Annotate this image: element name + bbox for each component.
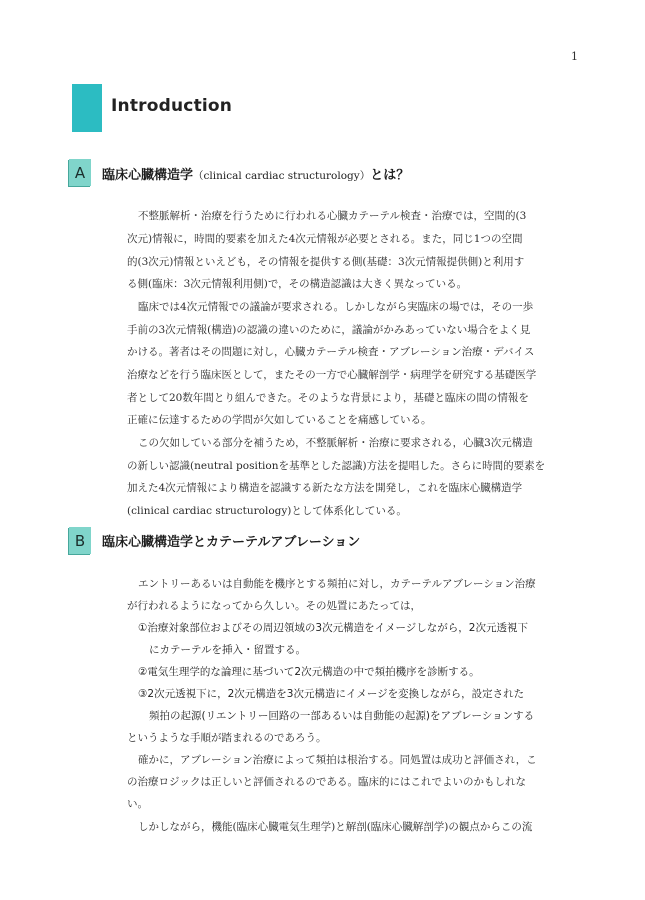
intro-accent-bar [72,84,102,132]
paragraph-line: 正確に伝達するための学問が欠如していることを痛感している。 [127,414,432,426]
list-item-continuation: 頻拍の起源(リエントリー回路の一部あるいは自動能の起源)をアブレーションする [149,710,535,722]
paragraph-line: この欠如している部分を補うため，不整脈解析・治療に要求される，心臓3次元構造 [138,437,533,449]
section-a-heading-tail: とは？ [370,168,410,183]
paragraph-line: が行われるようになってから久しい。その処置にあたっては， [127,600,421,612]
paragraph-line: 者として20数年間とり組んできた。そのような背景により，基礎と臨床の間の情報を [127,392,529,404]
paragraph-line: 確かに，アブレーション治療によって頻拍は根治する。同処置は成功と評価され，こ [138,754,537,766]
list-item: ①治療対象部位およびその周辺領域の3次元構造をイメージしながら，2次元透視下 [138,622,528,634]
section-b-marker: B [69,527,91,554]
paragraph-line: の治療ロジックは正しいと評価されるのである。臨床的にはこれでよいのかもしれな [127,776,526,788]
section-a-marker: A [69,159,91,186]
paragraph-line: エントリーあるいは自動能を機序とする頻拍に対し，カテーテルアブレーション治療 [138,578,536,590]
section-b-heading: 臨床心臓構造学とカテーテルアブレーション [102,535,361,550]
page-title: Introduction [111,96,233,116]
list-item: ②電気生理学的な論理に基づいて2次元構造の中で頻拍機序を診断する。 [138,666,480,678]
paragraph-line: 臨床では4次元情報での議論が要求される。しかしながら実臨床の場では，その一歩 [138,301,534,313]
page-number: 1 [571,50,578,63]
paragraph-line: (clinical cardiac structurology)として体系化している。 [127,505,407,517]
paragraph-line: しかしながら，機能(臨床心臓電気生理学)と解剖(臨床心臓解剖学)の観点からこの流 [138,821,533,833]
paragraph-line: かける。著者はその問題に対し，心臓カテーテル検査・アブレーション治療・デバイス [127,346,535,358]
section-a-heading-main: 臨床心臓構造学 [102,168,194,183]
paragraph-line: 不整脈解析・治療を行うために行われる心臓カテーテル検査・治療では，空間的(3 [138,210,527,222]
list-item-continuation: にカテーテルを挿入・留置する。 [149,644,306,656]
section-a-heading-paren: （clinical cardiac structurology） [193,170,371,182]
paragraph-line: 手前の3次元情報(構造)の認識の違いのために，議論がかみあっていない場合をよく見 [127,324,531,336]
paragraph-line: 的(3次元)情報といえども，その情報を提供する側(基礎：3次元情報提供側)と利用す [127,256,525,268]
paragraph-line: い。 [127,798,148,810]
paragraph-line: る側(臨床：3次元情報利用側)で，その構造認識は大きく異なっている。 [127,278,468,290]
paragraph-line: 治療などを行う臨床医として，またその一方で心臓解剖学・病理学を研究する基礎医学 [127,369,537,381]
paragraph-line: の新しい認識(neutral positionを基準とした認識)方法を提唱した。さらに時間的要素を [127,460,546,472]
paragraph-line: 次元)情報に，時間的要素を加えた4次元情報が必要とされる。また，同じ1つの空間 [127,233,523,245]
list-item: ③2次元透視下に，2次元構造を3次元構造にイメージを変換しながら，設定された [138,688,525,700]
paragraph-line: というような手順が踏まれるのであろう。 [127,732,327,744]
section-a-heading [102,164,409,183]
paragraph-line: 加えた4次元情報により構造を認識する新たな方法を開発し，これを臨床心臓構造学 [127,482,523,494]
